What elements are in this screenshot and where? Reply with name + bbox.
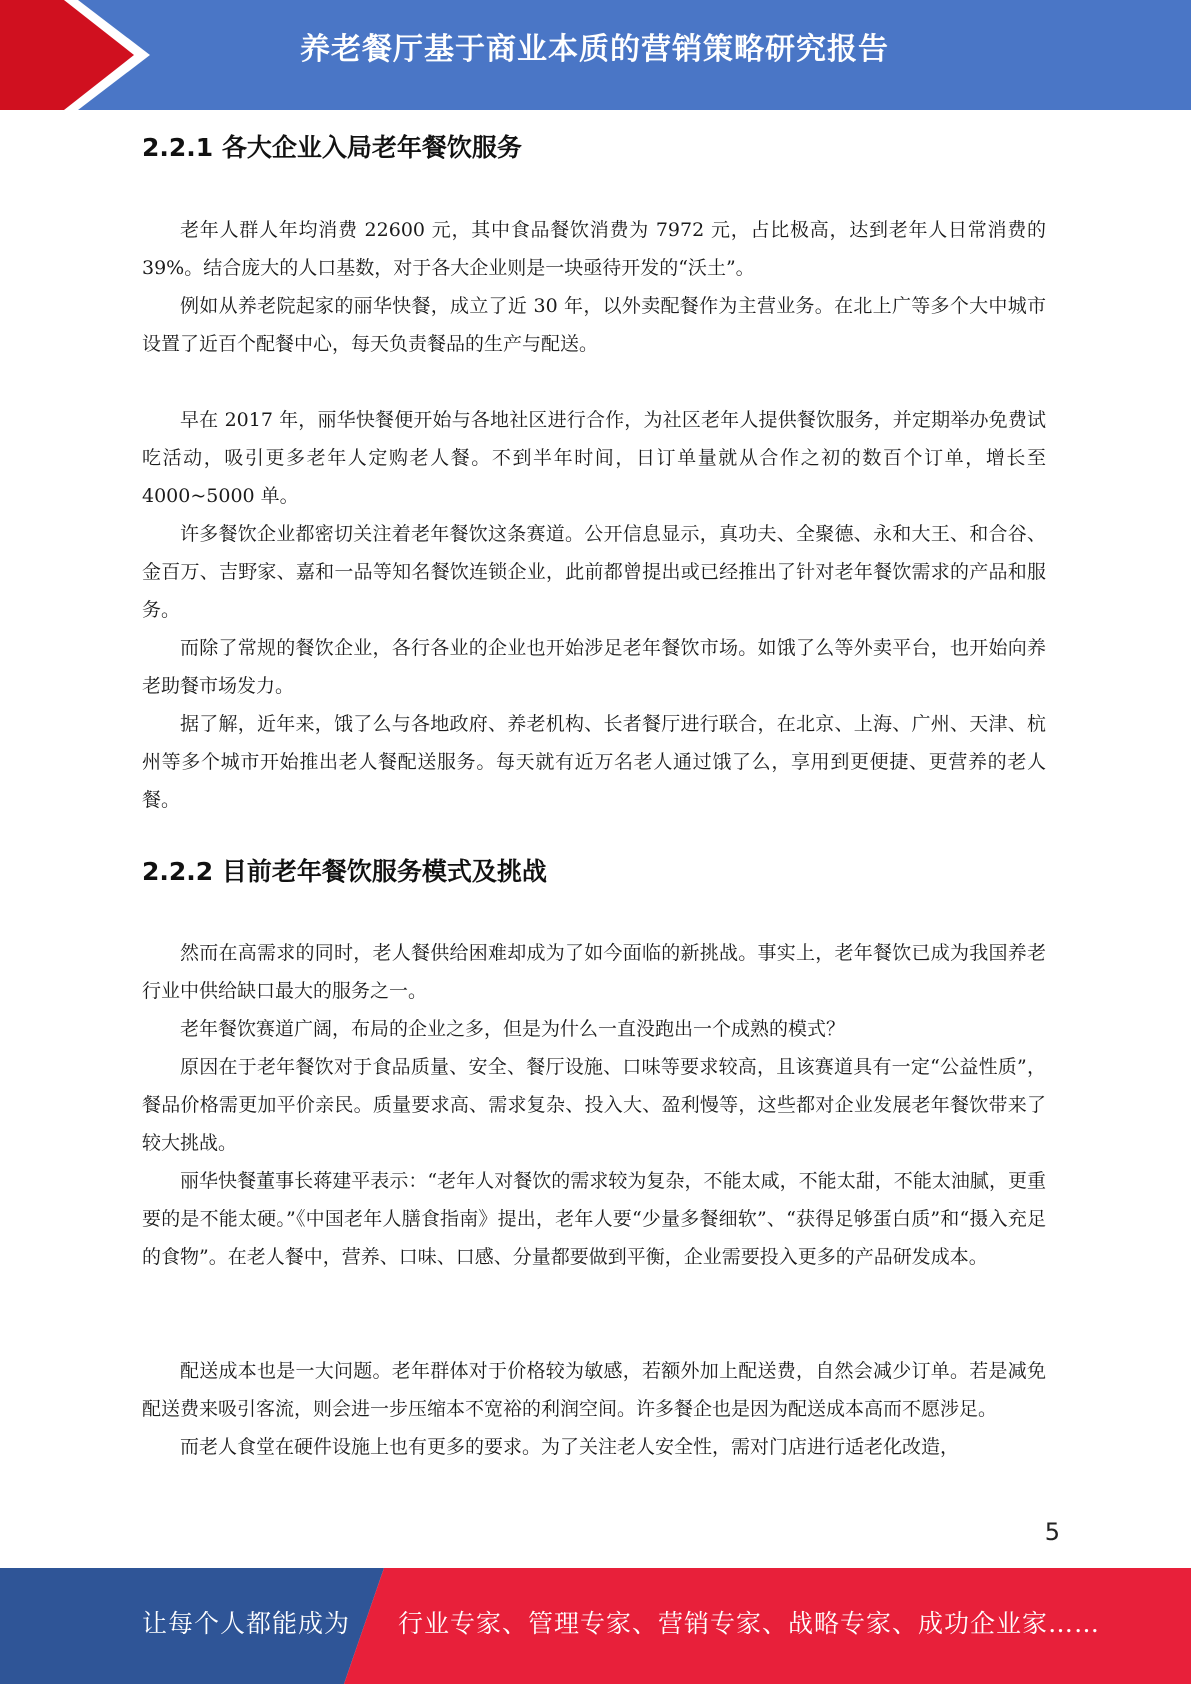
paragraph-group	[142, 401, 1046, 819]
paragraph: 然而在高需求的同时，老人餐供给困难却成为了如今面临的新挑战。事实上，老年餐饮已成为我国养老行业中供给缺口最大的服务之一。	[142, 942, 1046, 1002]
section-heading-2-2-1: 2.2.1 各大企业入局老年餐饮服务	[142, 133, 522, 162]
paragraph-group	[142, 934, 1046, 1276]
report-title: 养老餐厅基于商业本质的营销策略研究报告	[300, 32, 889, 67]
footer-slogan-left: 让每个人都能成为	[142, 1609, 351, 1638]
report-footer	[0, 1568, 1191, 1684]
report-header	[0, 0, 1191, 110]
paragraph: 老年人群人年均消费 22600 元，其中食品餐饮消费为 7972 元，占比极高，达到老年人日常消费的 39%。结合庞大的人口基数，对于各大企业则是一块亟待开发的“沃土”。	[142, 219, 1046, 279]
paragraph: 老年餐饮赛道广阔，布局的企业之多，但是为什么一直没跑出一个成熟的模式？	[180, 1018, 846, 1040]
paragraph: 而除了常规的餐饮企业，各行各业的企业也开始涉足老年餐饮市场。如饿了么等外卖平台，也开始向养老助餐市场发力。	[142, 637, 1046, 697]
paragraph: 早在 2017 年，丽华快餐便开始与各地社区进行合作，为社区老年人提供餐饮服务，并定期举办免费试吃活动，吸引更多老年人定购老人餐。不到半年时间，日订单量就从合作之初的数百个订单，增长至 4000~5000 单。	[142, 409, 1046, 507]
page-number: 5	[1044, 1518, 1060, 1546]
paragraph: 原因在于老年餐饮对于食品质量、安全、餐厅设施、口味等要求较高，且该赛道具有一定“公益性质”，餐品价格需更加平价亲民。质量要求高、需求复杂、投入大、盈利慢等，这些都对企业发展老年餐饮带来了较大挑战。	[142, 1056, 1046, 1154]
paragraph: 配送成本也是一大问题。老年群体对于价格较为敏感，若额外加上配送费，自然会减少订单。若是减免配送费来吸引客流，则会进一步压缩本不宽裕的利润空间。许多餐企也是因为配送成本高而不愿涉足。	[142, 1360, 1046, 1420]
paragraph: 丽华快餐董事长蒋建平表示：“老年人对餐饮的需求较为复杂，不能太咸，不能太甜，不能太油腻，更重要的是不能太硬。”《中国老年人膳食指南》提出，老年人要“少量多餐细软”、“获得足够蛋白质”和“摄入充足的食物”。在老人餐中，营养、口味、口感、分量都要做到平衡，企业需要投入更多的产品研发成本。	[142, 1170, 1046, 1268]
paragraph: 据了解，近年来，饿了么与各地政府、养老机构、长者餐厅进行联合，在北京、上海、广州、天津、杭州等多个城市开始推出老人餐配送服务。每天就有近万名老人通过饿了么，享用到更便捷、更营养的老人餐。	[142, 713, 1046, 811]
header-arrow-decoration	[0, 0, 160, 110]
paragraph-group	[142, 1352, 1046, 1466]
paragraph-group	[142, 211, 1046, 363]
footer-slogan-right: 行业专家、管理专家、营销专家、战略专家、成功企业家……	[398, 1609, 1101, 1638]
section-heading-2-2-2: 2.2.2 目前老年餐饮服务模式及挑战	[142, 857, 547, 886]
paragraph: 而老人食堂在硬件设施上也有更多的要求。为了关注老人安全性，需对门店进行适老化改造，	[180, 1436, 960, 1458]
paragraph: 例如从养老院起家的丽华快餐，成立了近 30 年，以外卖配餐作为主营业务。在北上广等多个大中城市设置了近百个配餐中心，每天负责餐品的生产与配送。	[142, 295, 1046, 355]
paragraph: 许多餐饮企业都密切关注着老年餐饮这条赛道。公开信息显示，真功夫、全聚德、永和大王、和合谷、金百万、吉野家、嘉和一品等知名餐饮连锁企业，此前都曾提出或已经推出了针对老年餐饮需求的产品和服务。	[142, 523, 1046, 621]
